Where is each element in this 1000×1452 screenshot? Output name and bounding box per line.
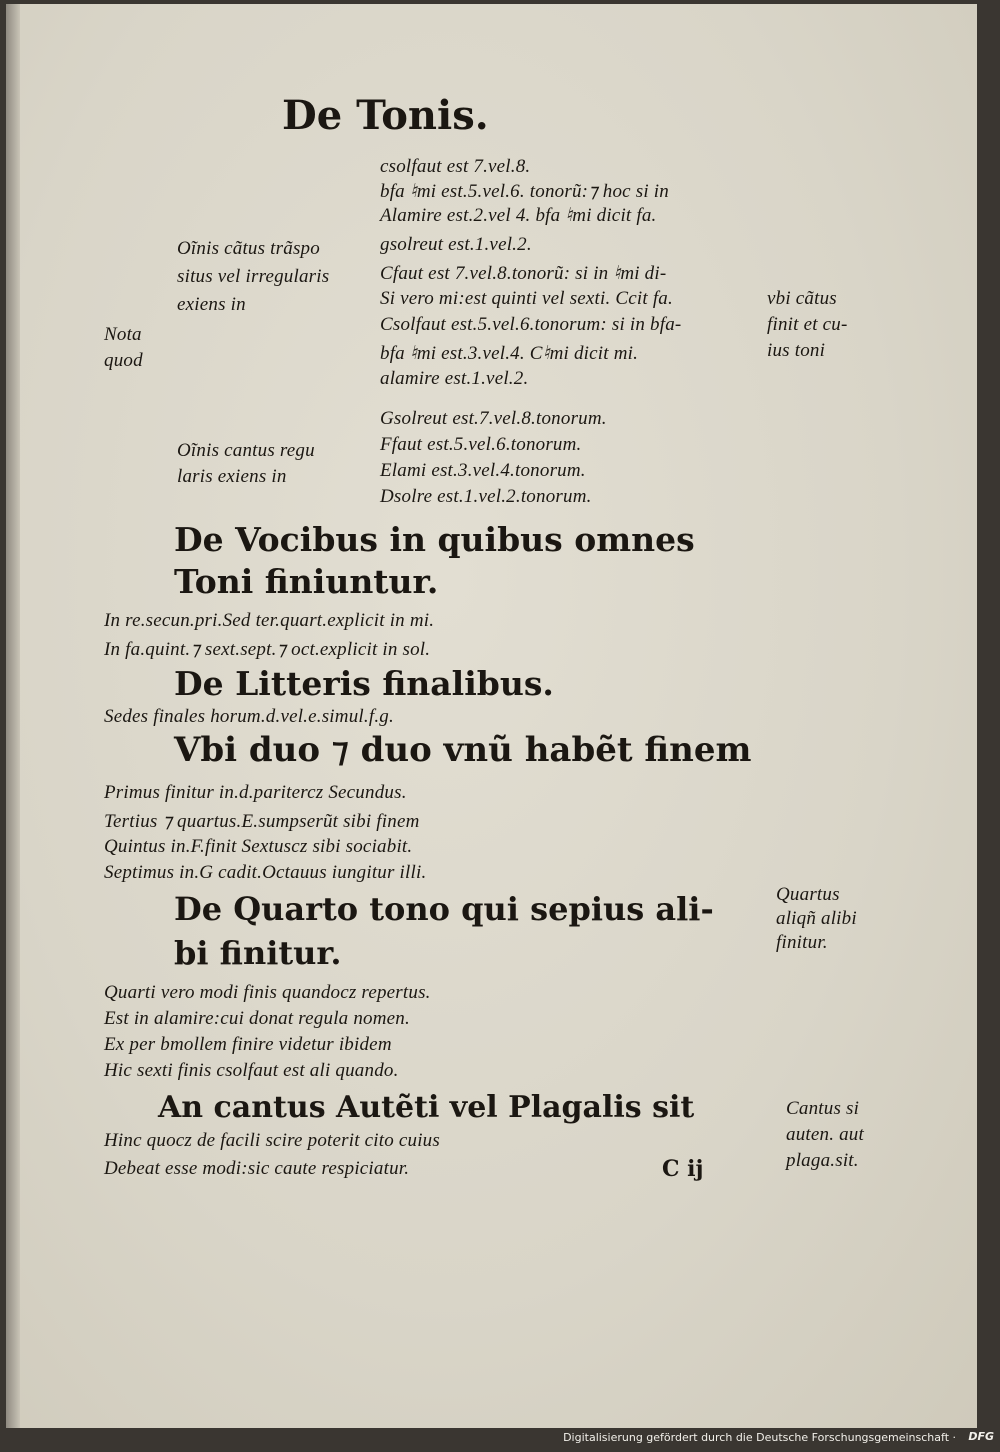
block1-line: csolfaut est 7.vel.8. <box>380 156 531 177</box>
block2-left-line: laris exiens in <box>177 466 287 487</box>
block1-line: bfa ♮mi est.3.vel.4. C♮mi dicit mi. <box>380 343 639 364</box>
dfg-logo: DFG <box>968 1430 994 1443</box>
heading-vbi-duo: Vbi duo ⁊ duo vnũ habẽt finem <box>174 730 752 770</box>
nota-label: quod <box>104 350 143 371</box>
quarto-line: Ex per bmollem finire videtur ibidem <box>104 1034 392 1055</box>
block2-line: Gsolreut est.7.vel.8.tonorum. <box>380 408 607 429</box>
block2-line: Dsolre est.1.vel.2.tonorum. <box>380 486 592 507</box>
cantus-line: Debeat esse modi:sic caute respiciatur. <box>104 1158 410 1179</box>
block2-left-line: Oĩnis cantus regu <box>177 440 315 461</box>
block1-line: bfa ♮mi est.5.vel.6. tonorũ:⁊ hoc si in <box>380 181 669 202</box>
block1-right-line: finit et cu- <box>767 314 848 335</box>
block1-right-line: vbi cãtus <box>767 288 837 309</box>
cantus-margin-note: Cantus si <box>786 1098 860 1119</box>
block1-line: Si vero mi:est quinti vel sexti. Ccit fa. <box>380 288 673 309</box>
heading-de-vocibus-cont: Toni finiuntur. <box>174 562 439 601</box>
quarto-margin-note: aliqñ alibi <box>776 908 857 929</box>
block1-line: Csolfaut est.5.vel.6.tonorum: si in bfa- <box>380 314 682 335</box>
cantus-margin-note: plaga.sit. <box>786 1150 859 1171</box>
vocibus-line: In fa.quint.⁊ sext.sept.⁊ oct.explicit in sol. <box>104 639 431 660</box>
heading-de-vocibus: De Vocibus in quibus omnes <box>174 520 695 559</box>
quarto-line: Est in alamire:cui donat regula nomen. <box>104 1008 410 1029</box>
quarto-line: Quarti vero modi finis quandocz repertus. <box>104 982 431 1003</box>
litteris-line: Sedes finales horum.d.vel.e.simul.f.g. <box>104 706 394 727</box>
heading-an-cantus: An cantus Autẽti vel Plagalis sit <box>158 1090 695 1125</box>
block1-line: alamire est.1.vel.2. <box>380 368 529 389</box>
heading-de-quarto-cont: bi finitur. <box>174 934 342 972</box>
quarto-line: Hic sexti finis csolfaut est ali quando. <box>104 1060 399 1081</box>
vocibus-line: In re.secun.pri.Sed ter.quart.explicit in mi. <box>104 610 435 631</box>
quarto-margin-note: finitur. <box>776 932 828 953</box>
footer-credit: Digitalisierung gefördert durch die Deutsche Forschungsgemeinschaft · <box>563 1431 956 1444</box>
nota-label: Nota <box>104 324 142 345</box>
block1-left-line: exiens in <box>177 294 246 315</box>
block2-line: Elami est.3.vel.4.tonorum. <box>380 460 586 481</box>
vbi-line: Septimus in.G cadit.Octauus iungitur illi. <box>104 862 427 883</box>
block1-left-line: situs vel irregularis <box>177 266 330 287</box>
vbi-line: Primus finitur in.d.paritercz Secundus. <box>104 782 407 803</box>
signature-mark: C ij <box>662 1156 704 1182</box>
vbi-line: Quintus in.F.finit Sextuscz sibi sociabit. <box>104 836 413 857</box>
heading-de-litteris: De Litteris finalibus. <box>174 664 554 703</box>
block1-line: Cfaut est 7.vel.8.tonorũ: si in ♮mi di- <box>380 263 667 284</box>
block1-left-line: Oĩnis cãtus trãspo <box>177 238 320 259</box>
quarto-margin-note: Quartus <box>776 884 840 905</box>
block1-line: gsolreut est.1.vel.2. <box>380 234 532 255</box>
page-gutter <box>6 4 20 1428</box>
block2-line: Ffaut est.5.vel.6.tonorum. <box>380 434 582 455</box>
cantus-margin-note: auten. aut <box>786 1124 864 1145</box>
block1-right-line: ius toni <box>767 340 826 361</box>
block1-line: Alamire est.2.vel 4. bfa ♮mi dicit fa. <box>380 205 657 226</box>
vbi-line: Tertius ⁊ quartus.E.sumpserũt sibi finem <box>104 811 420 832</box>
cantus-line: Hinc quocz de facili scire poterit cito cuius <box>104 1130 440 1151</box>
heading-de-tonis: De Tonis. <box>282 92 489 139</box>
heading-de-quarto: De Quarto tono qui sepius ali- <box>174 890 714 928</box>
